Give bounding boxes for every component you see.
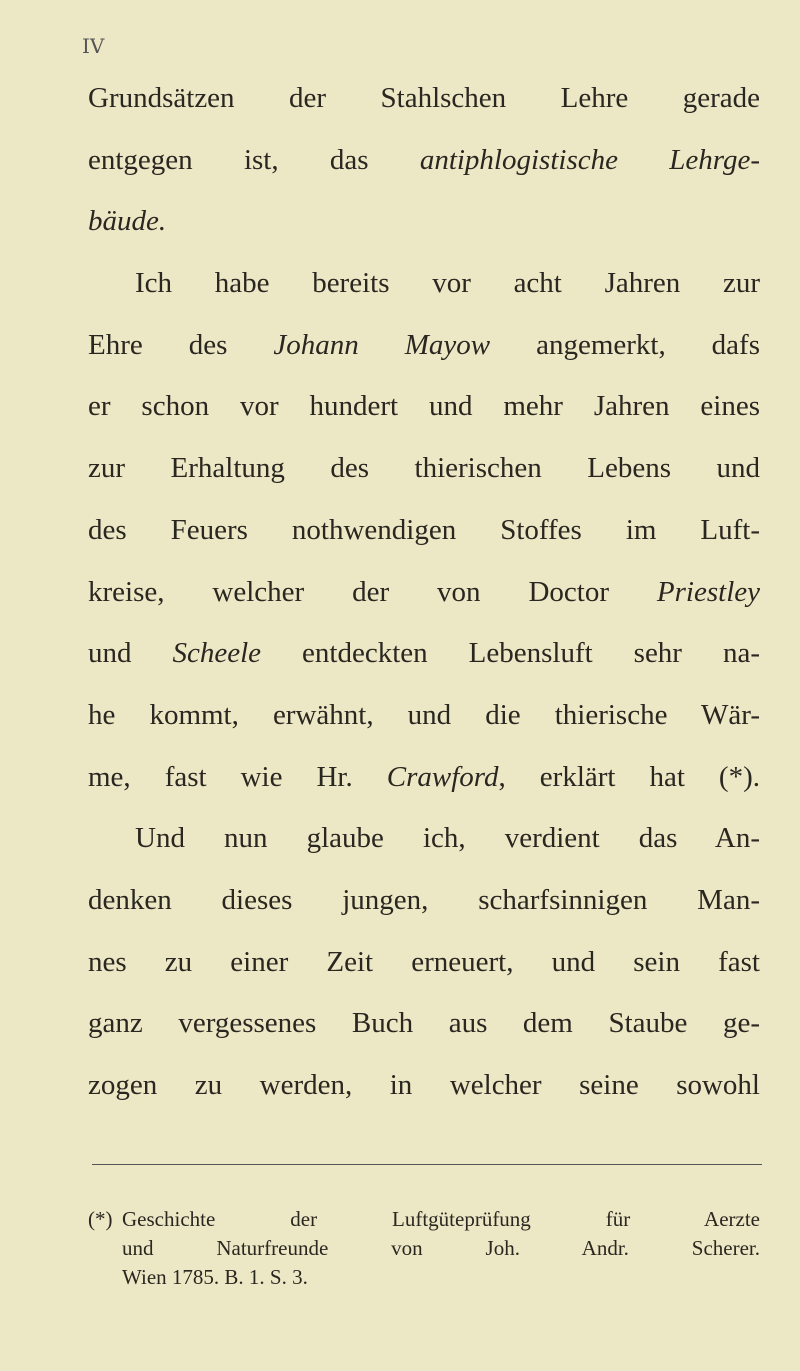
- body-text: [88, 72, 760, 1121]
- footnote: [88, 1205, 760, 1292]
- text-line: [88, 319, 760, 381]
- footnote-text: Geschichte der Luftgüteprüfung für Aerzte: [122, 1207, 760, 1231]
- text-line: [88, 751, 760, 813]
- text-line: [88, 566, 760, 628]
- text-line: [88, 627, 760, 689]
- text-segment: zur Erhaltung des thierischen Lebens und: [88, 452, 760, 485]
- text-segment: Grundsätzen der Stahlschen Lehre gerade: [88, 82, 760, 114]
- text-line: [88, 812, 760, 874]
- text-segment: he kommt, erwähnt, und die thierische Wär-: [88, 698, 760, 731]
- text-segment: ganz vergessenes Buch aus dem Staube ge-: [88, 1007, 760, 1040]
- text-line: [88, 72, 760, 134]
- text-line: [88, 1059, 760, 1121]
- footnote-line: [88, 1263, 760, 1292]
- text-segment: Und nun glaube ich, verdient das An-: [135, 822, 760, 855]
- text-segment: entdeckten Lebensluft sehr na-: [261, 637, 760, 670]
- text-line: [88, 195, 760, 257]
- text-line: [88, 380, 760, 442]
- footnote-mark: (*): [88, 1207, 113, 1231]
- text-line: [88, 442, 760, 504]
- text-line: [88, 689, 760, 751]
- footnote-text: Wien 1785. B. 1. S. 3.: [122, 1265, 308, 1289]
- text-line: [88, 504, 760, 566]
- page-number: IV: [82, 34, 105, 58]
- footnote-line: [88, 1234, 760, 1263]
- text-line: [88, 874, 760, 936]
- text-segment: me, fast wie Hr.: [88, 760, 387, 793]
- text-line: [88, 997, 760, 1059]
- text-segment: , erklärt hat (*).: [498, 760, 760, 793]
- text-line: [88, 936, 760, 998]
- text-line: [88, 134, 760, 196]
- text-segment: Ich habe bereits vor acht Jahren zur: [135, 267, 760, 300]
- text-segment: entgegen ist, das: [88, 143, 420, 176]
- italic-text: Crawford: [386, 760, 499, 793]
- text-segment: und: [88, 637, 173, 670]
- text-segment: nes zu einer Zeit erneuert, und sein fast: [88, 945, 760, 978]
- italic-text: bäude.: [88, 205, 167, 238]
- text-line: [88, 257, 760, 319]
- text-segment: des Feuers nothwendigen Stoffes im Luft-: [88, 513, 760, 546]
- text-segment: Ehre des: [88, 328, 274, 361]
- italic-text: Scheele: [172, 637, 262, 670]
- italic-text: Priestley: [656, 575, 760, 608]
- text-segment: er schon vor hundert und mehr Jahren eines: [88, 390, 760, 423]
- italic-text: Johann Mayow: [273, 328, 491, 361]
- text-segment: angemerkt, dafs: [490, 328, 761, 361]
- footnote-separator: [92, 1164, 762, 1165]
- footnote-text: und Naturfreunde von Joh. Andr. Scherer.: [122, 1236, 760, 1260]
- footnote-line: [88, 1205, 760, 1234]
- text-segment: kreise, welcher der von Doctor: [88, 575, 657, 608]
- text-segment: zogen zu werden, in welcher seine sowohl: [88, 1069, 760, 1101]
- italic-text: antiphlogistische Lehrge-: [419, 143, 760, 176]
- text-segment: denken dieses jungen, scharfsinnigen Man-: [88, 883, 760, 916]
